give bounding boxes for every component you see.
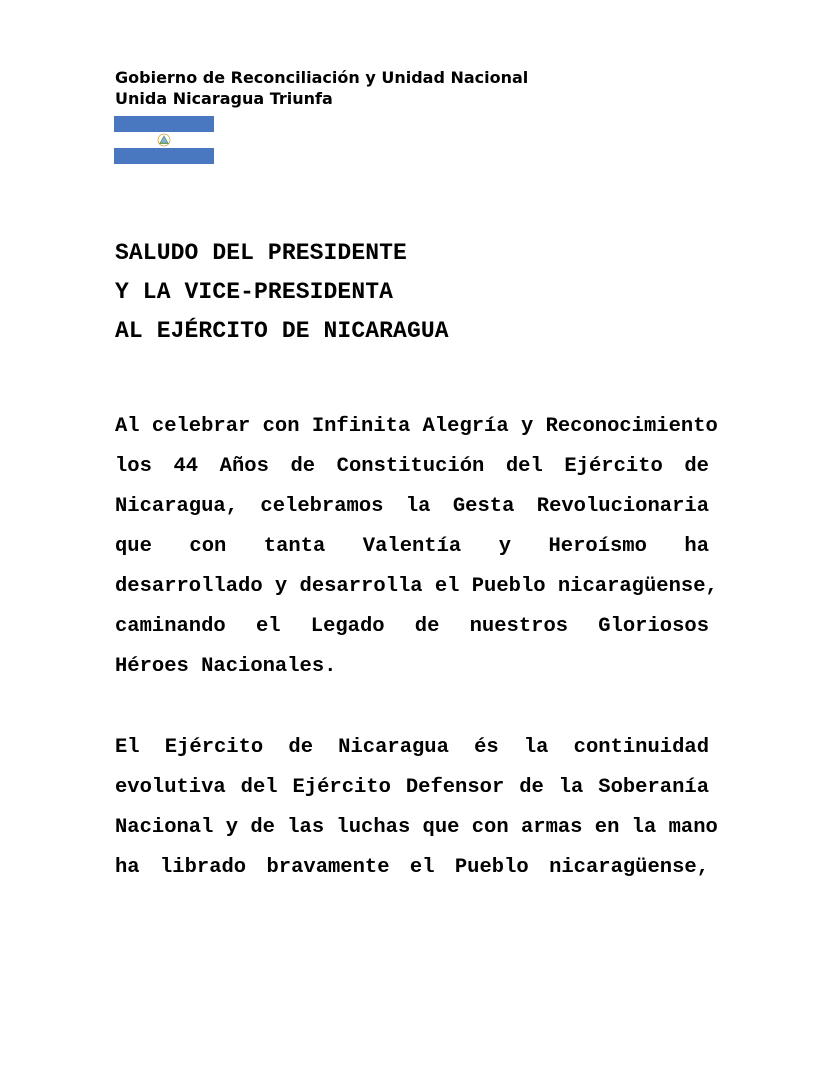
paragraph-1-line-3: Nicaragua, celebramos la Gesta Revolucionaria (115, 495, 709, 518)
paragraph-2-line-1: El Ejército de Nicaragua és la continuidad (115, 736, 709, 759)
nicaragua-flag-icon (114, 116, 214, 164)
paragraph-1-line-7: Héroes Nacionales. (115, 655, 337, 678)
paragraph-1-line-2: los 44 Años de Constitución del Ejército de (115, 455, 709, 478)
title-line-3: AL EJÉRCITO DE NICARAGUA (115, 318, 449, 344)
paragraph-2-line-3: Nacional y de las luchas que con armas en la mano (115, 816, 718, 839)
paragraph-1-line-1: Al celebrar con Infinita Alegría y Reconocimiento (115, 415, 718, 438)
paragraph-1-line-6: caminando el Legado de nuestros Gloriosos (115, 615, 709, 638)
government-name: Gobierno de Reconciliación y Unidad Nacional (115, 68, 529, 87)
paragraph-2-line-2: evolutiva del Ejército Defensor de la Soberanía (115, 776, 709, 799)
paragraph-1-line-4: que con tanta Valentía y Heroísmo ha (115, 535, 709, 558)
government-slogan: Unida Nicaragua Triunfa (115, 89, 333, 108)
title-line-2: Y LA VICE-PRESIDENTA (115, 279, 394, 305)
paragraph-1-line-5: desarrollado y desarrolla el Pueblo nicaragüense, (115, 575, 718, 598)
paragraph-2-line-4: ha librado bravamente el Pueblo nicaragüense, (115, 856, 709, 879)
title-line-1: SALUDO DEL PRESIDENTE (115, 240, 407, 266)
